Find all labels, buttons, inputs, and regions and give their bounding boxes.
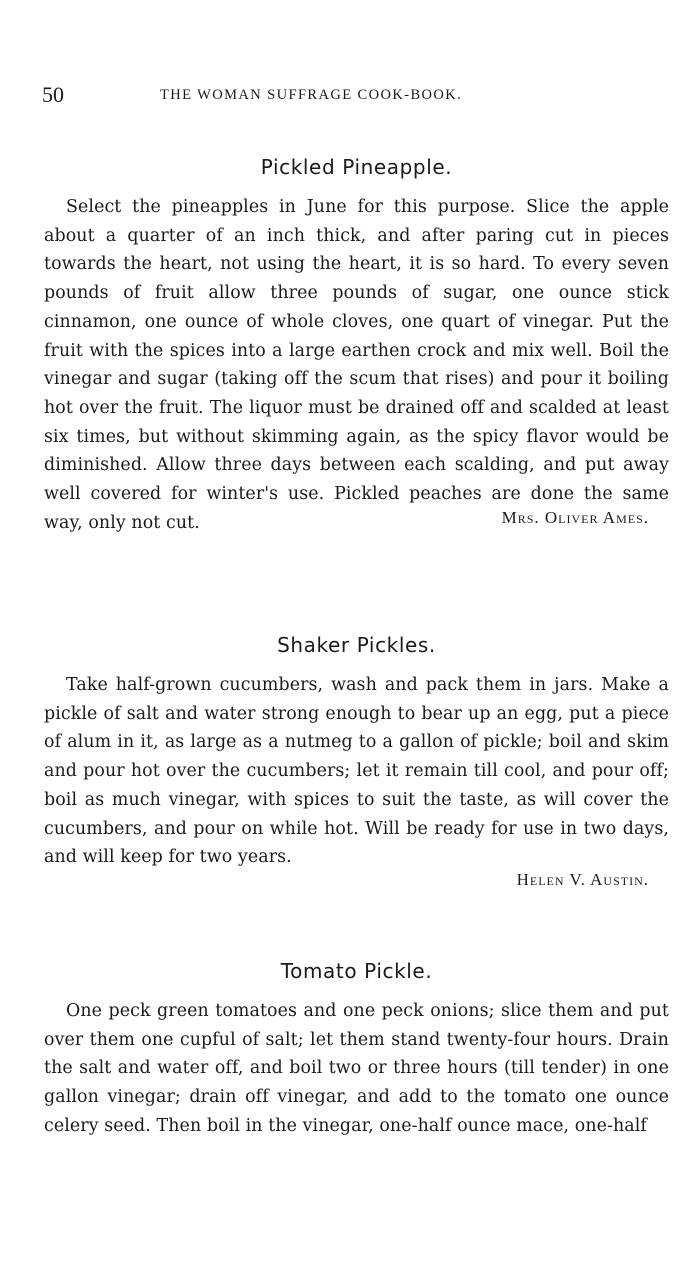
recipe-title: Shaker Pickles. — [277, 633, 436, 657]
recipe-title: Tomato Pickle. — [280, 959, 433, 983]
running-title: THE WOMAN SUFFRAGE COOK-BOOK. — [160, 87, 463, 103]
recipe-title: Pickled Pineapple. — [260, 155, 453, 179]
recipe-tomato-pickle — [44, 959, 669, 1141]
recipe-shaker-pickles — [44, 633, 669, 890]
recipe-body: Take half-grown cucumbers, wash and pack them in jars. Make a pickle of salt and water strong enough to bear up an egg, put a piece of alum in it, as large as a nutmeg to a gallon of pickle; boil and skim and pour hot over the cucumbers; let it remain till cool, and pour off; boil as much vinegar, with spices to suit the taste, as will cover the cucumbers, and pour on while hot. Will be ready for use in two days, and will keep for two years. — [44, 675, 669, 868]
recipe-attribution: Helen V. Austin. — [516, 869, 649, 889]
recipe-body: Select the pineapples in June for this purpose. Slice the apple about a quarter of an inch thick, and after paring cut in pieces towards the heart, not using the heart, it is so hard. To every seven pounds of fruit allow three pounds of sugar, one ounce stick cinnamon, one ounce of whole cloves, one quart of vinegar. Put the fruit with the spices into a large earthen crock and mix well. Boil the vinegar and sugar (taking off the scum that rises) and pour it boiling hot over the fruit. The liquor must be drained off and scalded at least six times, but without skimming again, as the spicy flavor would be diminished. Allow three days between each scalding, and put away well covered for winter's use. Pickled peaches are done the same way, only not cut. — [44, 197, 669, 533]
page-header — [40, 80, 660, 110]
recipe-attribution: Mrs. Oliver Ames. — [501, 508, 649, 528]
page-number: 50 — [42, 82, 64, 107]
recipe-pickled-pineapple — [44, 155, 669, 533]
recipe-body: One peck green tomatoes and one peck onions; slice them and put over them one cupful of salt; let them stand twenty-four hours. Drain the salt and water off, and boil two or three hours (till tender) in one gallon vinegar; drain off vinegar, and add to the tomato one ounce celery seed. Then boil in the vinegar, one-half ounce mace, one-half — [44, 1001, 669, 1136]
